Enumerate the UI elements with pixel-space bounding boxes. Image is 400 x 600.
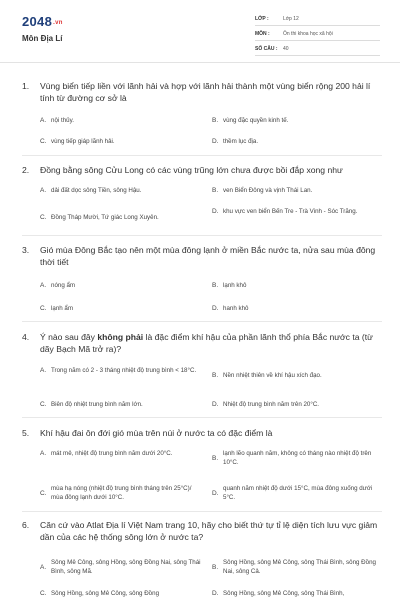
subject-title: Môn Địa Lí	[22, 34, 63, 43]
meta-class	[255, 13, 380, 26]
meta-subject-label: MÔN :	[255, 31, 270, 37]
option-d[interactable]: D. Sông Hồng, sông Mê Công, sông Thái Bình,	[212, 590, 345, 597]
option-d[interactable]: D. quanh năm nhiệt độ dưới 15°C, mùa đông xuống dưới 5°C.	[212, 485, 373, 501]
option-c[interactable]: C. lạnh ẩm	[40, 305, 74, 312]
option-c[interactable]: C. vùng tiếp giáp lãnh hải.	[40, 138, 115, 145]
option-c[interactable]: C. Sông Hồng, sông Mê Công, sông Đồng	[40, 590, 160, 597]
header-divider	[0, 62, 400, 63]
option-a[interactable]: A. Trong năm có 2 - 3 tháng nhiệt độ trung bình < 18°C.	[40, 367, 197, 374]
option-d[interactable]: D. Nhiệt độ trung bình năm trên 20°C.	[212, 401, 320, 408]
question-text: Đồng bằng sông Cửu Long có các vùng trũng lớn chưa được bồi đắp xong như	[40, 165, 343, 175]
site-logo[interactable]	[22, 14, 63, 29]
exam-meta	[255, 13, 380, 58]
question-divider	[22, 511, 382, 512]
option-d[interactable]: D. thềm lục địa.	[212, 138, 259, 145]
option-a[interactable]: A. nội thủy.	[40, 117, 74, 124]
meta-subject-value: Ôn thi khoa học xã hội	[283, 31, 333, 37]
option-b[interactable]: B. Sông Hồng, sông Mê Công, sông Thái Bình, sông Đồng Nai, sông Cả.	[212, 559, 376, 575]
option-c[interactable]: C. mùa hạ nóng (nhiệt độ trung bình tháng trên 25°C)/ mùa đông lạnh dưới 10°C.	[40, 485, 192, 501]
meta-class-value: Lớp 12	[283, 16, 299, 22]
logo-main: 2048	[22, 14, 53, 29]
question-number: 2.	[22, 165, 30, 175]
option-c[interactable]: C. Đồng Tháp Mười, Tứ giác Long Xuyên.	[40, 214, 159, 221]
question-divider	[22, 155, 382, 156]
option-a[interactable]: A. mát mẻ, nhiệt độ trung bình năm dưới 20°C.	[40, 450, 173, 457]
option-b[interactable]: B. ven Biển Đông và vịnh Thái Lan.	[212, 187, 313, 194]
option-b[interactable]: B. vùng đặc quyền kinh tế.	[212, 117, 289, 124]
meta-count	[255, 43, 380, 56]
option-d[interactable]: D. khu vực ven biển Bến Tre - Trà Vinh - Sóc Trăng.	[212, 208, 358, 215]
logo-suffix: .vn	[53, 19, 63, 26]
meta-class-label: LỚP :	[255, 16, 269, 22]
option-a[interactable]: A. nóng ẩm	[40, 282, 76, 289]
question-divider	[22, 235, 382, 236]
question-text: Khí hậu đai ôn đới gió mùa trên núi ở nước ta có đặc điểm là	[40, 428, 273, 438]
question-text: Căn cứ vào Atlat Địa lí Việt Nam trang 10, hãy cho biết thứ tự tỉ lệ diện tích lưu vực giảm dần của các hệ thống sông lớn ở nước ta?	[40, 520, 378, 542]
option-a[interactable]: A. Sông Mê Công, sông Hồng, sông Đồng Nai, sông Thái Bình, sông Mã.	[40, 559, 201, 575]
option-d[interactable]: D. hanh khô	[212, 305, 249, 312]
option-b[interactable]: B. lạnh lẽo quanh năm, không có tháng nào nhiệt độ trên 10°C.	[212, 450, 372, 466]
meta-count-value: 40	[283, 46, 289, 52]
option-c[interactable]: C. Biên độ nhiệt trung bình năm lớn.	[40, 401, 143, 408]
question-number: 4.	[22, 332, 30, 342]
question-text: Gió mùa Đông Bắc tạo nên một mùa đông lạnh ở miền Bắc nước ta, nửa sau mùa đông thời tiết	[40, 245, 376, 267]
meta-subject	[255, 28, 380, 41]
question-number: 5.	[22, 428, 30, 438]
option-b[interactable]: B. Nền nhiệt thiên về khí hậu xích đạo.	[212, 372, 322, 379]
option-a[interactable]: A. dải đất dọc sông Tiền, sông Hậu.	[40, 187, 142, 194]
question-number: 6.	[22, 520, 30, 530]
meta-count-label: SỐ CÂU :	[255, 46, 278, 52]
option-b[interactable]: B. lạnh khô	[212, 282, 247, 289]
question-text: Ý nào sau đây không phải là đặc điểm khí hậu của phần lãnh thổ phía Bắc nước ta (từ dãy Bạch Mã trở ra)?	[40, 332, 373, 354]
question-number: 1.	[22, 81, 30, 91]
question-divider	[22, 417, 382, 418]
question-divider	[22, 321, 382, 322]
page-header	[0, 0, 400, 62]
question-number: 3.	[22, 245, 30, 255]
question-text: Vùng biển tiếp liền với lãnh hải và hợp với lãnh hải thành một vùng biển rộng 200 hải lí tính từ đường cơ sở là	[40, 81, 371, 103]
